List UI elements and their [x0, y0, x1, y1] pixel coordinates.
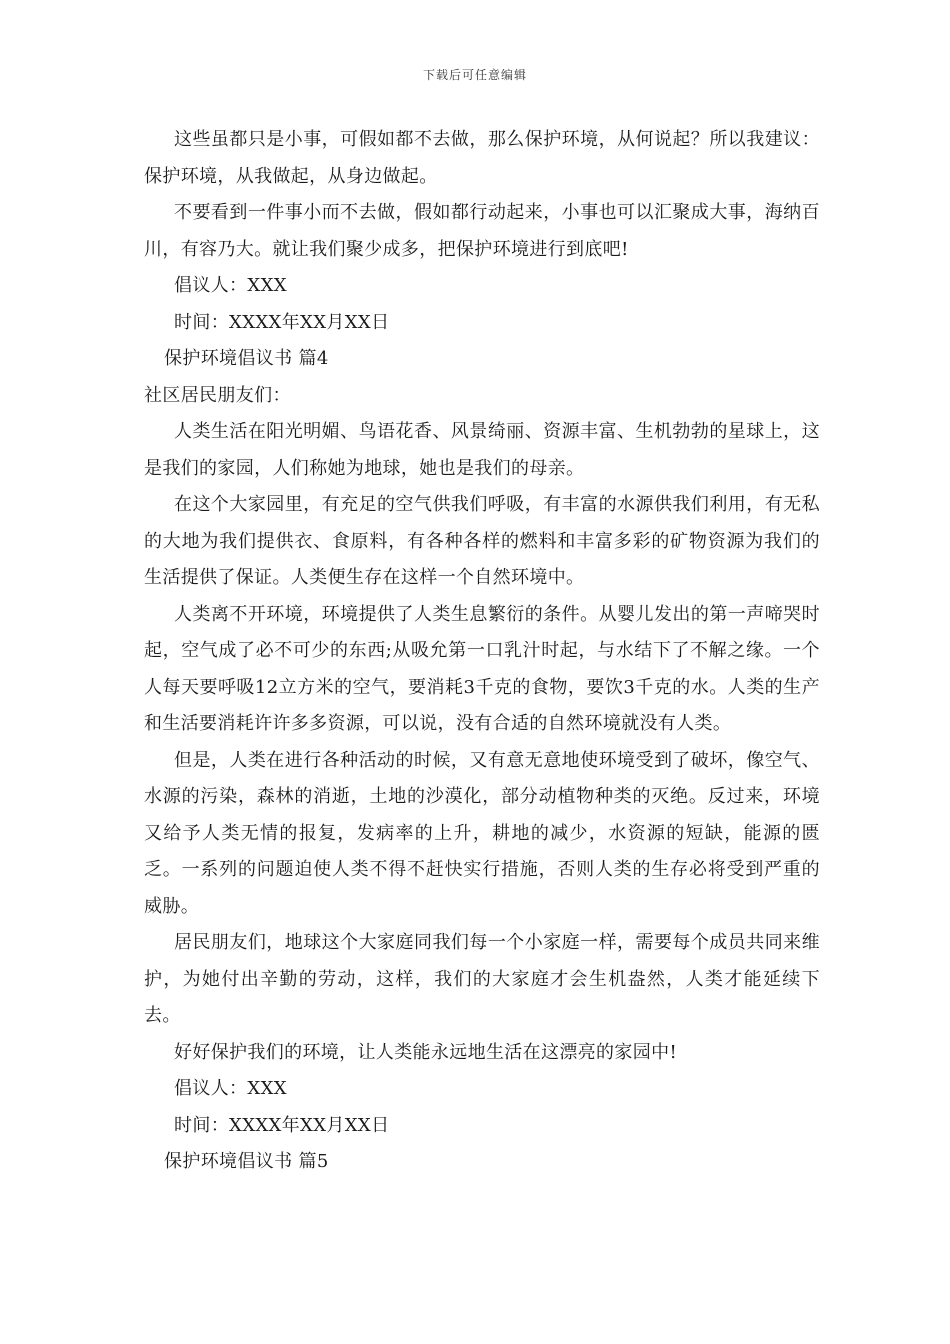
proposer-line: 倡议人：XXX [174, 275, 287, 296]
paragraph: 好好保护我们的环境，让人类能永远地生活在这漂亮的家园中! [174, 1041, 678, 1063]
page-header: 下载后可任意编辑 [422, 68, 527, 82]
paragraph: 这些虽都只是小事，可假如都不去做，那么保护环境，从何说起？所以我建议：保护环境，从我做起，从身边做起。 [144, 129, 820, 187]
proposer-line: 倡议人：XXX [174, 1078, 287, 1099]
section-title: 保护环境倡议书 篇5 [164, 1151, 329, 1172]
section-title: 保护环境倡议书 篇4 [164, 348, 329, 369]
document-body [144, 122, 820, 1181]
paragraph: 人类离不开环境，环境提供了人类生息繁衍的条件。从婴儿发出的第一声啼哭时起，空气成了必不可少的东西;从吸允第一口乳汁时起，与水结下了不解之缘。一个人每天要呼吸12立方米的空气，要消耗3千克的食物，要饮3千克的水。人类的生产和生活要消耗许许多多资源，可以说，没有合适的自然环境就没有人类。 [144, 603, 820, 734]
paragraph: 不要看到一件事小而不去做，假如都行动起来，小事也可以汇聚成大事，海纳百川，有容乃大。就让我们聚少成多，把保护环境进行到底吧! [144, 202, 820, 260]
date-line: 时间：XXXX年XX月XX日 [174, 311, 390, 333]
paragraph: 居民朋友们，地球这个大家庭同我们每一个小家庭一样，需要每个成员共同来维护，为她付出辛勤的劳动，这样，我们的大家庭才会生机盎然，人类才能延续下去。 [144, 932, 820, 1026]
date-line: 时间：XXXX年XX月XX日 [174, 1114, 390, 1136]
greeting: 社区居民朋友们： [144, 384, 291, 406]
paragraph: 在这个大家园里，有充足的空气供我们呼吸，有丰富的水源供我们利用，有无私的大地为我们提供衣、食原料，有各种各样的燃料和丰富多彩的矿物资源为我们的生活提供了保证。人类便生存在这样一个自然环境中。 [144, 494, 820, 588]
paragraph: 但是，人类在进行各种活动的时候，又有意无意地使环境受到了破坏，像空气、水源的污染，森林的消逝，土地的沙漠化，部分动植物种类的灭绝。反过来，环境又给予人类无情的报复，发病率的上升，耕地的减少，水资源的短缺，能源的匮乏。一系列的问题迫使人类不得不赶快实行措施，否则人类的生存必将受到严重的威胁。 [144, 749, 820, 917]
paragraph: 人类生活在阳光明媚、鸟语花香、风景绮丽、资源丰富、生机勃勃的星球上，这是我们的家园，人们称她为地球，她也是我们的母亲。 [144, 421, 820, 479]
